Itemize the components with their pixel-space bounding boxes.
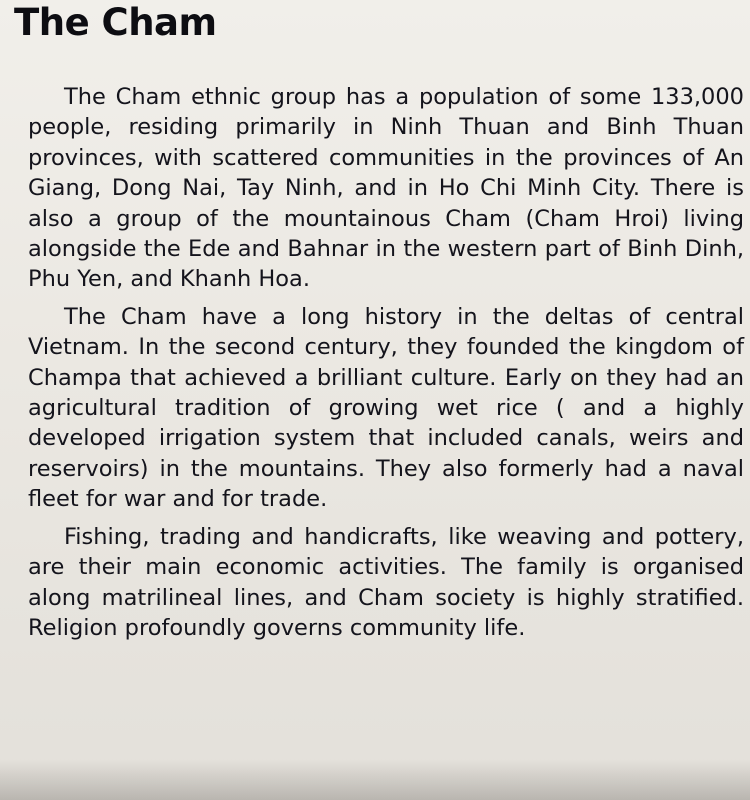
article-body [28, 82, 744, 643]
page-title: The Cham [14, 1, 217, 44]
paragraph-economy-society: Fishing, trading and handicrafts, like weaving and pottery, are their main economic activities. The family is organised along matrilineal lines, and Cham society is highly stratified. Religion profoundly governs community life. [28, 523, 744, 641]
paragraph-population: The Cham ethnic group has a population of some 133,000 people, residing primarily in Ninh Thuan and Binh Thuan provinces, with scattered communities in the provinces of An Giang, Dong Nai, Tay Ninh, and in Ho Chi Minh City. There is also a group of the mountainous Cham (Cham Hroi) living alongside the Ede and Bahnar in the western part of Binh Dinh, Phu Yen, and Khanh Hoa. [28, 84, 744, 293]
paragraph-history: The Cham have a long history in the deltas of central Vietnam. In the second century, they founded the kingdom of Champa that achieved a brilliant culture. Early on they had an agricultural tradition of growing wet rice ( and a highly developed irrigation system that included canals, weirs and reservoirs) in the mountains. They also formerly had a naval fleet for war and for trade. [28, 303, 744, 513]
